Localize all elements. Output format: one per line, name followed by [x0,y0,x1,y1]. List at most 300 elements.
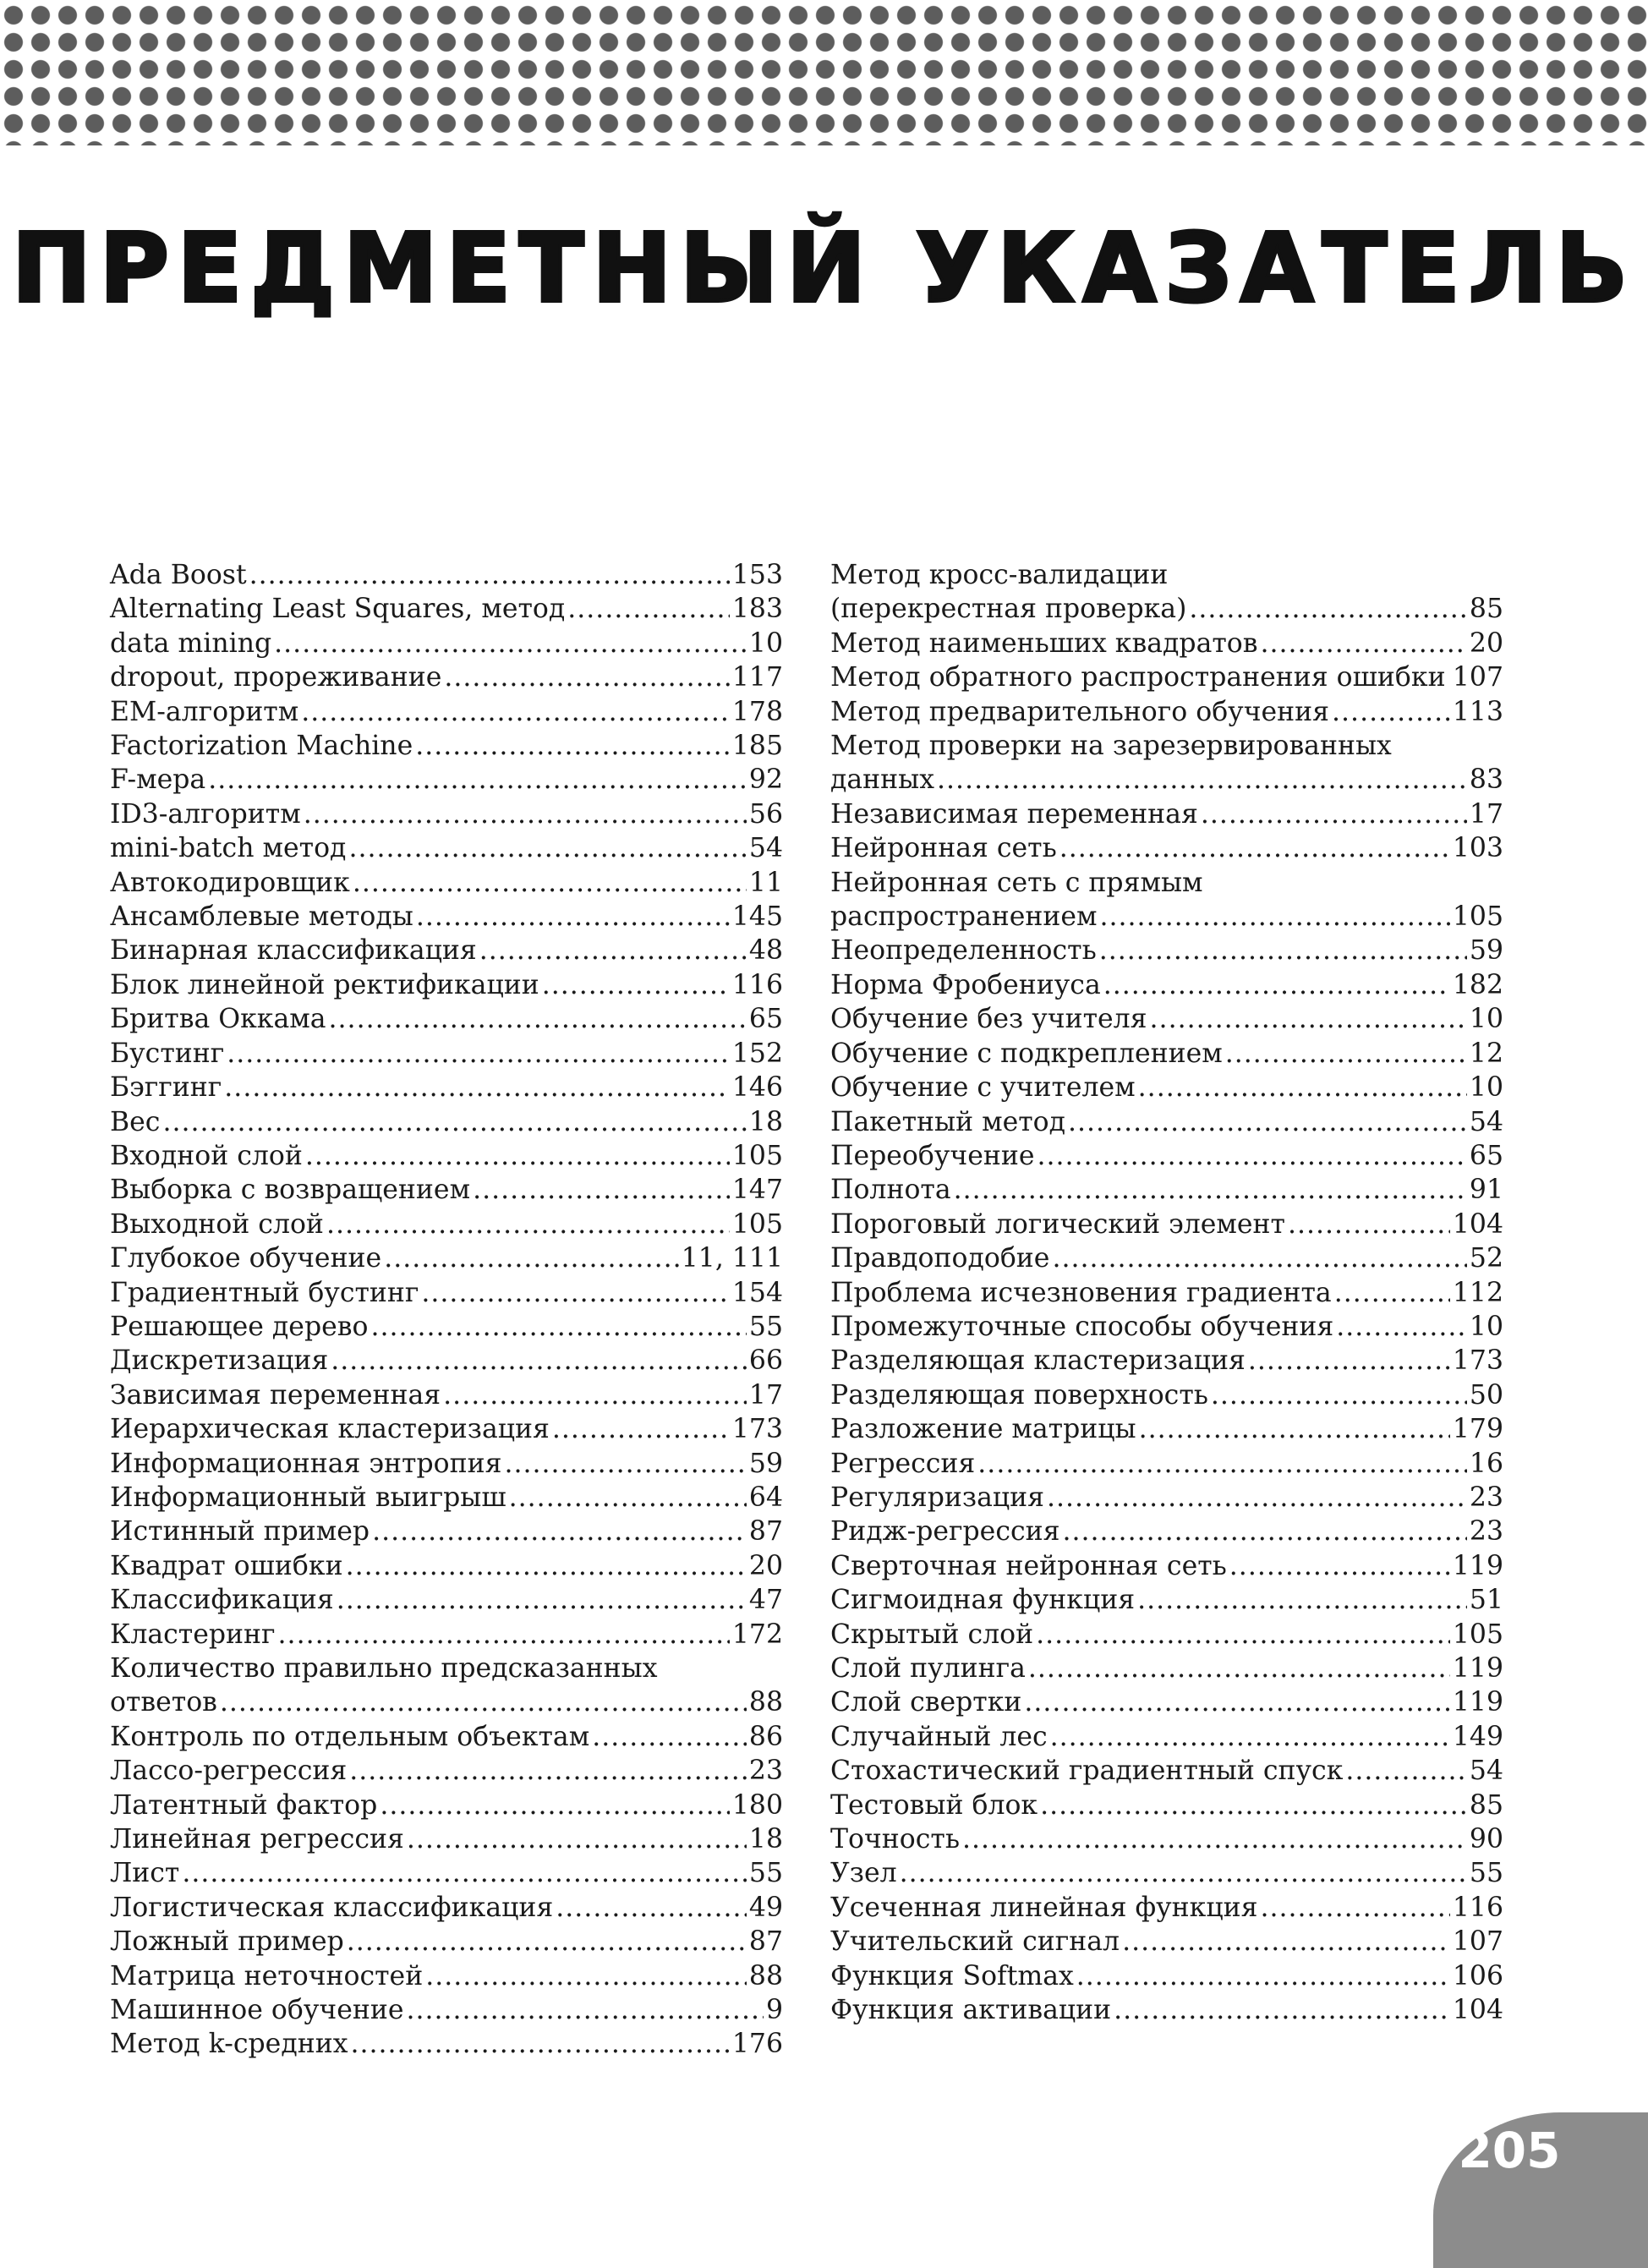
index-entry [830,1447,1503,1481]
index-entry [830,1378,1503,1412]
dot-leader [1047,1481,1467,1515]
index-term: Обучение без учителя [830,1004,1147,1035]
dot-leader [1036,1618,1450,1652]
dot-leader [1138,1071,1467,1104]
index-page-ref: 113 [1452,696,1503,727]
dot-leader [416,900,730,934]
dot-leader [347,1925,747,1958]
index-term: Регуляризация [830,1482,1044,1513]
dot-leader [1114,1993,1450,2027]
index-page-ref: 90 [1469,1824,1503,1855]
dot-leader [380,1789,730,1822]
dot-leader [274,627,747,660]
index-page-ref: 10 [748,627,783,659]
index-entry [830,831,1503,865]
index-term: Выборка с возвращением [110,1175,471,1206]
index-entry [110,866,783,900]
dot-leader [1211,1378,1467,1412]
dot-leader [1100,900,1450,934]
index-entry [110,1276,783,1310]
index-term: Точность [830,1824,960,1855]
index-entry [830,1412,1503,1446]
index-entry [110,1959,783,1993]
dot-leader [1099,934,1467,967]
dot-leader [954,1173,1467,1207]
index-term: Метод k-средних [110,2029,348,2060]
index-entry [110,1754,783,1788]
dot-leader [1336,1310,1467,1344]
index-entry [110,729,783,763]
index-entry [830,1208,1503,1241]
index-page-ref: 16 [1469,1448,1503,1479]
index-page-ref: 172 [731,1619,783,1650]
index-entry [110,1071,783,1104]
dot-leader [348,831,746,865]
index-term: Усеченная линейная функция [830,1892,1258,1923]
index-entry [110,695,783,729]
index-term: Бэггинг [110,1072,222,1104]
index-entry [830,1549,1503,1583]
index-term-continuation: распространением [830,901,1098,933]
index-page-ref: 54 [1469,1756,1503,1787]
index-page-ref: 52 [1469,1243,1503,1274]
index-entry [830,1310,1503,1344]
index-page-ref: 87 [748,1516,783,1548]
index-page-ref: 153 [731,560,783,590]
index-page-ref: 47 [748,1585,783,1616]
index-page-ref: 183 [731,594,783,625]
index-page-ref: 20 [748,1550,783,1581]
index-page-ref: 23 [748,1756,783,1787]
index-page-ref: 146 [731,1072,783,1104]
index-term: Блок линейной ректификации [110,969,539,1000]
index-page-ref: 66 [748,1345,783,1377]
index-page-ref: 59 [1469,935,1503,967]
index-page-ref: 147 [731,1175,783,1206]
index-term: Информационный выигрыш [110,1482,506,1513]
index-term: data mining [110,627,272,659]
index-entry [830,1789,1503,1822]
index-page-ref: 105 [731,1140,783,1171]
dot-leader [542,968,730,1002]
dot-leader [1040,1789,1467,1822]
index-term: Машинное обучение [110,1995,404,2026]
index-term: F-мера [110,764,206,796]
dot-leader [1050,1720,1450,1754]
index-term: Решающее дерево [110,1311,369,1342]
dot-leader [1332,695,1450,729]
index-page-ref: 55 [1469,1858,1503,1889]
index-entry [110,1925,783,1958]
index-term: Сигмоидная функция [830,1585,1136,1616]
index-entry [830,1139,1503,1173]
index-term: Выходной слой [110,1208,324,1240]
dot-leader [372,1515,747,1548]
index-term: Бустинг [110,1038,225,1069]
dot-leader [444,660,730,694]
index-entry [110,1481,783,1515]
index-page-ref: 104 [1452,1995,1503,2026]
index-term: Истинный пример [110,1516,370,1548]
index-term: Обучение с учителем [830,1072,1136,1104]
dot-leader [1137,1583,1467,1617]
index-page-ref: 54 [1469,1106,1503,1137]
dot-leader [473,1173,730,1207]
index-column-right [830,558,1503,2027]
index-entry [110,1344,783,1378]
index-term: Разделяющая кластеризация [830,1345,1246,1377]
index-entry [110,592,783,626]
index-term: EM-алгоритм [110,696,299,727]
index-entry [830,1241,1503,1275]
index-entry [110,1822,783,1856]
index-page-ref: 11, 111 [681,1243,783,1274]
index-term: Бинарная классификация [110,935,477,967]
dot-leader [227,1037,730,1071]
dot-leader [346,1549,747,1583]
dot-leader [406,1993,763,2027]
index-entry [830,1583,1503,1617]
index-term: Нейронная сеть с прямым [830,867,1203,898]
dot-leader [305,1139,730,1173]
index-entry [110,1310,783,1344]
index-term: Независимая переменная [830,798,1198,830]
index-page-ref: 152 [731,1038,783,1069]
index-page-ref: 17 [1469,798,1503,830]
index-entry [830,1002,1503,1036]
index-term: ID3-алгоритм [110,798,301,830]
dot-leader [900,1856,1467,1890]
index-page-ref: 23 [1469,1482,1503,1513]
dot-leader [349,1754,747,1788]
index-page-ref: 85 [1469,594,1503,625]
index-entry [830,627,1503,660]
dot-leader [479,934,747,967]
index-page-ref: 56 [748,798,783,830]
index-entry [830,1481,1503,1515]
index-page-ref: 178 [731,696,783,727]
index-entry [830,1618,1503,1652]
index-entry [830,1993,1503,2027]
index-entry [110,1378,783,1412]
dot-leader [509,1481,747,1515]
index-entry [110,1173,783,1207]
index-term: Обучение с подкреплением [830,1038,1223,1069]
index-entry [110,1002,783,1036]
index-term: Входной слой [110,1140,303,1171]
index-entry [110,968,783,1002]
index-entry [110,660,783,694]
dot-leader [1024,1685,1449,1719]
dot-leader [1068,1105,1467,1139]
dot-leader [937,763,1467,797]
dot-leader [977,1447,1467,1481]
index-entry [110,1241,783,1275]
index-page-ref: 49 [748,1892,783,1923]
index-entry [110,1720,783,1754]
index-page-ref: 55 [748,1858,783,1889]
index-entry [830,900,1503,934]
dot-leader [331,1344,747,1378]
dot-leader [1062,1515,1466,1548]
dot-leader [326,1208,730,1241]
banner-edge [0,145,1648,157]
index-term-continuation: (перекрестная проверка) [830,594,1187,625]
index-entry [830,1515,1503,1548]
dot-leader [1225,1037,1467,1071]
index-page-ref: 17 [748,1379,783,1411]
dot-leader [1334,1276,1450,1310]
index-term: Учительский сигнал [830,1926,1120,1958]
index-page-ref: 149 [1452,1721,1503,1752]
dot-leader [421,1276,729,1310]
index-entry [110,1549,783,1583]
index-term: Стохастический градиентный спуск [830,1756,1344,1787]
index-term: Функция Softmax [830,1960,1074,1991]
index-term: Автокодировщик [110,867,350,898]
index-entry [110,1583,783,1617]
index-term: mini-batch метод [110,833,347,864]
dot-leader [504,1447,746,1481]
dot-leader [1345,1754,1467,1788]
index-page-ref: 105 [731,1208,783,1240]
dot-leader [350,2027,729,2061]
index-entry [830,1344,1503,1378]
index-entry [110,763,783,797]
index-entry [110,1685,783,1719]
index-page-ref: 105 [1452,1619,1503,1650]
dot-leader [162,1105,746,1139]
index-entry [110,558,783,592]
index-term: Информационная энтропия [110,1448,502,1479]
index-entry [110,831,783,865]
index-page-ref: 182 [1452,969,1503,1000]
dot-leader [567,592,730,626]
dot-leader [1229,1549,1450,1583]
index-entry [110,900,783,934]
index-entry [830,1856,1503,1890]
page-number: 205 [1458,2122,1561,2179]
index-term: Неопределенность [830,935,1097,967]
dot-leader [1139,1412,1450,1446]
index-page-ref: 105 [1452,901,1503,933]
dot-leader [443,1378,747,1412]
dot-leader [962,1822,1467,1856]
index-page-ref: 107 [1452,1926,1503,1958]
dot-leader [1150,1002,1467,1036]
index-term: Метод предварительного обучения [830,696,1330,727]
index-page-ref: 55 [748,1311,783,1342]
index-term: Разложение матрицы [830,1414,1136,1445]
index-term: Квадрат ошибки [110,1550,343,1581]
index-term: Количество правильно предсказанных [110,1653,658,1684]
dot-leader [407,1822,747,1856]
index-term: Ридж-регрессия [830,1516,1060,1548]
index-term-continuation: ответов [110,1687,217,1718]
index-entry [110,627,783,660]
index-page-ref: 104 [1452,1208,1503,1240]
page-title: ПРЕДМЕТНЫЙ УКАЗАТЕЛЬ [11,214,1637,324]
index-entry [830,1276,1503,1310]
index-page-ref: 51 [1469,1585,1503,1616]
index-page-ref: 23 [1469,1516,1503,1548]
index-entry [830,797,1503,831]
dot-leader [1037,1139,1466,1173]
index-term: Пакетный метод [830,1106,1066,1137]
index-term: Метод кросс-валидации [830,560,1169,590]
index-entry [830,763,1503,797]
index-term: Градиентный бустинг [110,1277,419,1308]
index-entry [110,1105,783,1139]
index-page-ref: 48 [748,935,783,967]
index-page-ref: 107 [1452,662,1503,693]
index-page-ref: 10 [1469,1311,1503,1342]
index-term: Скрытый слой [830,1619,1034,1650]
index-page-ref: 91 [1469,1175,1503,1206]
index-term: Классификация [110,1585,334,1616]
index-term: Латентный фактор [110,1789,378,1821]
index-term: Слой пулинга [830,1653,1026,1684]
dot-leader [425,1959,747,1993]
dot-leader [353,866,747,900]
index-page-ref: 10 [1469,1072,1503,1104]
dot-leader [1448,660,1450,694]
dot-leader [1076,1959,1450,1993]
index-term: Пороговый логический элемент [830,1208,1285,1240]
index-term: Контроль по отдельным объектам [110,1721,590,1752]
index-entry [830,968,1503,1002]
index-page-ref: 65 [1469,1140,1503,1171]
index-term: Слой свертки [830,1687,1022,1718]
index-entry [110,2027,783,2061]
dot-leader [249,558,730,592]
index-entry [830,1652,1503,1685]
index-column-left [110,558,783,2062]
index-page-ref: 112 [1452,1277,1503,1308]
index-page-ref: 145 [731,901,783,933]
dot-leader [208,763,747,797]
index-entry [830,1037,1503,1071]
index-entry [830,934,1503,967]
dot-pattern-banner [0,0,1648,154]
dot-leader [329,1002,747,1036]
index-page-ref: 179 [1452,1414,1503,1445]
dot-leader [337,1583,747,1617]
index-page-ref: 154 [731,1277,783,1308]
index-page-ref: 119 [1452,1550,1503,1581]
index-term: Сверточная нейронная сеть [830,1550,1227,1581]
index-term: Бритва Оккама [110,1004,326,1035]
index-entry [110,1447,783,1481]
dot-leader [1052,1241,1466,1275]
index-page-ref: 116 [731,969,783,1000]
dot-leader [301,695,730,729]
index-page-ref: 88 [748,1687,783,1718]
index-page-ref: 59 [748,1448,783,1479]
index-term: Вес [110,1106,161,1137]
index-entry [830,660,1503,694]
dot-leader [1103,968,1450,1002]
index-entry [830,1105,1503,1139]
index-entry [830,592,1503,626]
index-term: Разделяющая поверхность [830,1379,1208,1411]
index-term: Тестовый блок [830,1789,1038,1821]
index-entry [110,1412,783,1446]
index-entry [830,1925,1503,1958]
index-entry [830,1071,1503,1104]
dot-leader [552,1412,730,1446]
index-term: Случайный лес [830,1721,1048,1752]
index-page-ref: 87 [748,1926,783,1958]
index-term: Дискретизация [110,1345,329,1377]
index-term: Alternating Least Squares, метод [110,594,566,625]
index-term: Переобучение [830,1140,1035,1171]
index-term: Матрица неточностей [110,1960,424,1991]
index-term: Функция активации [830,1995,1112,2026]
index-entry [110,934,783,967]
index-page-ref: 83 [1469,764,1503,796]
index-term: Полнота [830,1175,951,1206]
index-term: Ложный пример [110,1926,344,1958]
index-term: Правдоподобие [830,1243,1050,1274]
index-page-ref: 180 [731,1789,783,1821]
index-term: Метод обратного распространения ошибки [830,662,1446,693]
index-entry [110,797,783,831]
dot-leader [415,729,730,763]
index-term: Норма Фробениуса [830,969,1101,1000]
index-term: Лассо-регрессия [110,1756,348,1787]
index-entry [110,1139,783,1173]
index-entry [830,1754,1503,1788]
index-page-ref: 176 [731,2029,783,2060]
index-page-ref: 85 [1469,1789,1503,1821]
index-page-ref: 18 [748,1106,783,1137]
index-page-ref: 65 [748,1004,783,1035]
index-entry [830,1720,1503,1754]
index-term: Метод наименьших квадратов [830,627,1258,659]
index-term: Зависимая переменная [110,1379,441,1411]
index-page-ref: 119 [1452,1653,1503,1684]
index-entry [830,1822,1503,1856]
index-entry [110,1993,783,2027]
index-page-ref: 11 [748,867,783,898]
dot-leader [304,797,747,831]
index-page-ref: 103 [1452,833,1503,864]
dot-leader [384,1241,679,1275]
index-term: Лист [110,1858,180,1889]
dot-leader [1248,1344,1450,1378]
index-term: Factorization Machine [110,731,413,762]
index-page-ref: 12 [1469,1038,1503,1069]
dot-leader [1260,1891,1449,1925]
index-term: Линейная регрессия [110,1824,404,1855]
index-term: Логистическая классификация [110,1892,554,1923]
index-page-ref: 10 [1469,1004,1503,1035]
index-term: Нейронная сеть [830,833,1057,864]
index-term: dropout, прореживание [110,662,442,693]
index-term: Глубокое обучение [110,1243,382,1274]
index-entry [830,1685,1503,1719]
dot-leader [1288,1208,1450,1241]
index-term: Узел [830,1858,897,1889]
dot-leader [1059,831,1450,865]
dot-leader [1028,1652,1450,1685]
index-entry [110,1515,783,1548]
index-page-ref: 18 [748,1824,783,1855]
index-page-ref: 86 [748,1721,783,1752]
index-entry [830,1173,1503,1207]
index-page-ref: 106 [1452,1960,1503,1991]
